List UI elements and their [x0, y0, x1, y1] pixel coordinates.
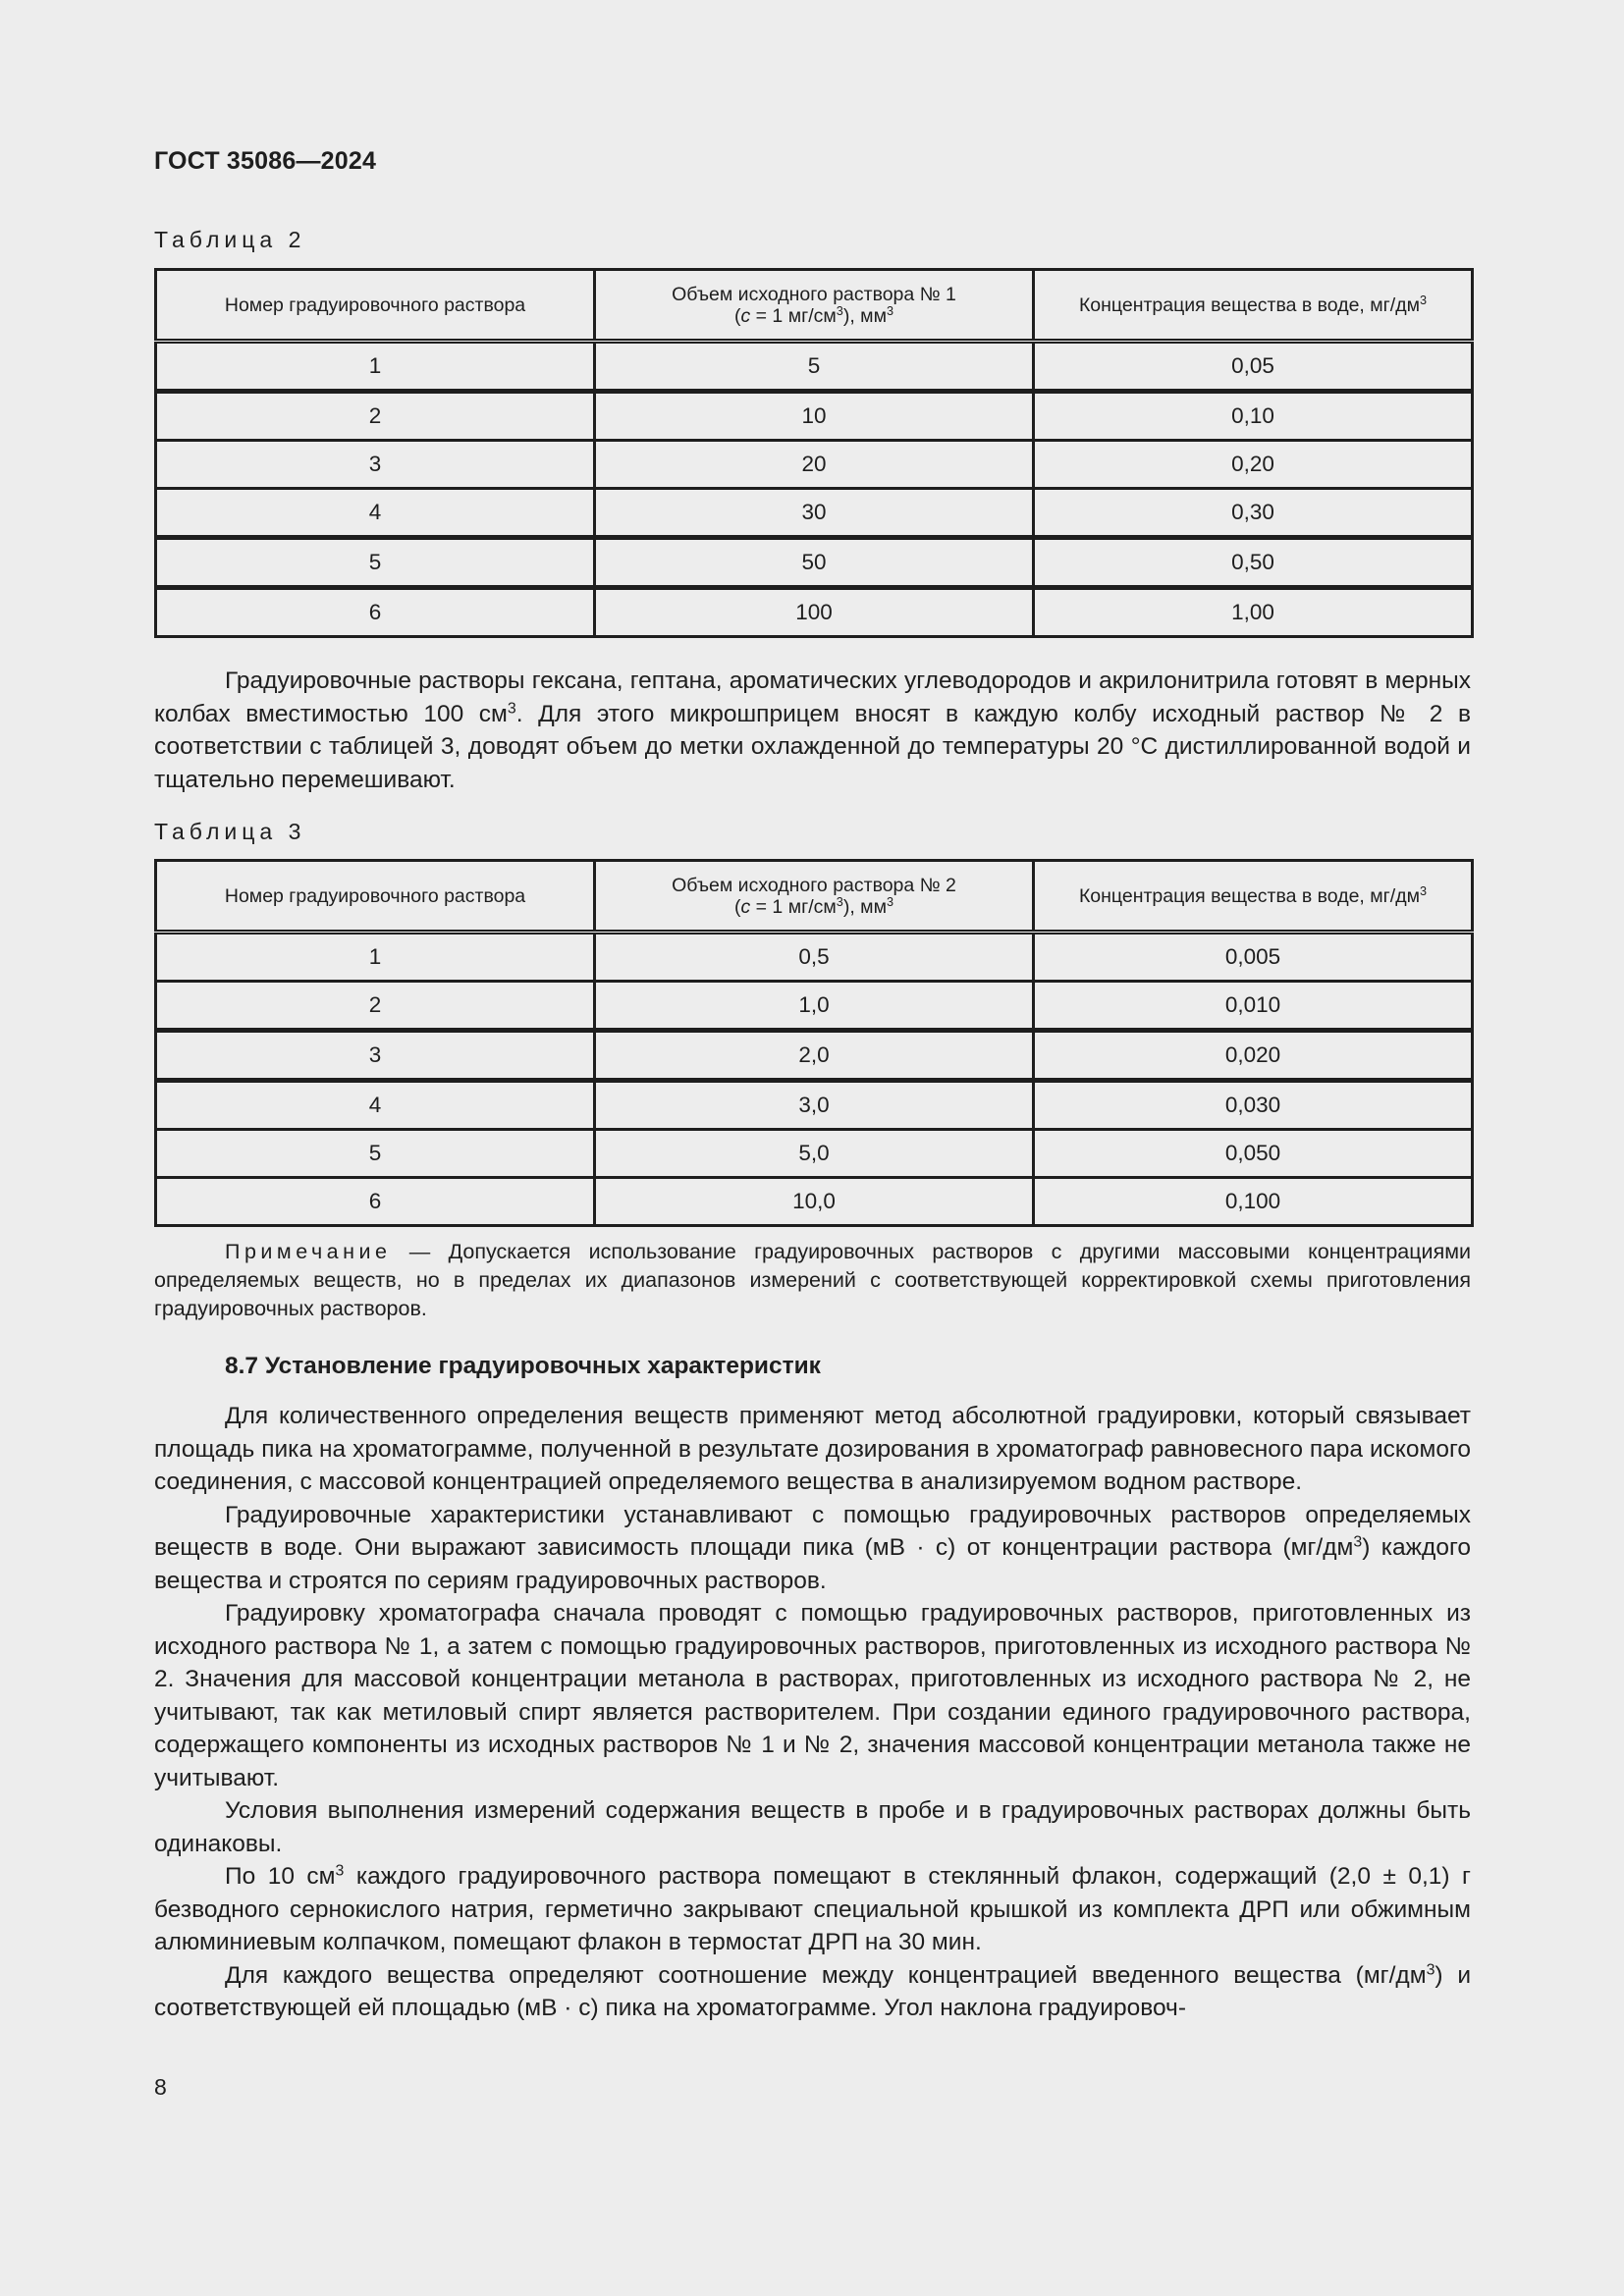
- cell-volume: 10: [595, 392, 1034, 441]
- cell-concentration: 0,030: [1034, 1081, 1473, 1130]
- cell-solution-number: 2: [156, 982, 595, 1031]
- cell-concentration: 0,100: [1034, 1178, 1473, 1226]
- cell-solution-number: 5: [156, 538, 595, 588]
- paragraph: Для каждого вещества определяют соотношение между концентрацией введенного вещества $(мг/дм^3)$ и соответствующей ей площадью (мВ · с) пика на хроматограмме. Угол наклона градуировоч-: [154, 1960, 1472, 2021]
- cell-volume: 5,0: [595, 1130, 1034, 1178]
- paragraph: Градуировочные характеристики устанавливают с помощью градуировочных растворов определяемых веществ в воде. Они выражают зависимость площади пика (мВ · с) от концентрации раствора $(мг/дм^3)$ каждого вещества и строятся по сериям градуировочных растворов.: [154, 1501, 1471, 1594]
- column-header-concentration: Концентрация вещества в воде, $мг/дм^3$: [1034, 861, 1473, 933]
- column-header-solution-number: Номер градуировочного раствора: [156, 270, 595, 342]
- table-row: [156, 489, 1473, 538]
- cell-concentration: 0,005: [1034, 933, 1473, 982]
- cell-solution-number: 4: [156, 1081, 595, 1130]
- note-text: — Допускается использование градуировочных растворов с другими массовыми концентрациями определяемых веществ, но в пределах их диапазонов измерений с соответствующей корректировкой схемы приготовления градуировочных растворов.: [154, 1240, 1471, 1320]
- note-label: Примечание: [225, 1240, 392, 1263]
- table-row: [156, 982, 1473, 1031]
- cell-volume: 50: [595, 538, 1034, 588]
- table-row: [156, 1031, 1473, 1081]
- column-header-solution-number: Номер градуировочного раствора: [156, 861, 595, 933]
- cell-solution-number: 1: [156, 342, 595, 392]
- paragraph: Условия выполнения измерений содержания веществ в пробе и в градуировочных растворах должны быть одинаковы.: [154, 1797, 1471, 1857]
- cell-concentration: 1,00: [1034, 588, 1473, 637]
- table-2-caption: Таблица 2: [154, 227, 306, 252]
- cell-volume: 3,0: [595, 1081, 1034, 1130]
- table-row: [156, 441, 1473, 489]
- table-row: [156, 342, 1473, 392]
- cell-volume: 10,0: [595, 1178, 1034, 1226]
- section-body: [154, 1400, 1471, 2025]
- cell-solution-number: 6: [156, 1178, 595, 1226]
- paragraph: Для количественного определения веществ применяют метод абсолютной градуировки, который связывает площадь пика на хроматограмме, полученной в результате дозирования в хроматограф равновесного пара искомого соединения, с массовой концентрацией определяемого вещества в анализируемом водном растворе.: [154, 1403, 1471, 1495]
- table-note: [154, 1238, 1471, 1323]
- table-2: [154, 268, 1474, 638]
- table-row: [156, 538, 1473, 588]
- cell-concentration: 0,10: [1034, 392, 1473, 441]
- header-line-1: Объем исходного раствора № 2: [672, 874, 956, 896]
- table-3-caption: Таблица 3: [154, 819, 306, 844]
- cell-concentration: 0,050: [1034, 1130, 1473, 1178]
- cell-solution-number: 1: [156, 933, 595, 982]
- table-row: [156, 1178, 1473, 1226]
- paragraph: По 10 $см^3$ каждого градуировочного раствора помещают в стеклянный флакон, содержащий (2,0 ± 0,1) г безводного сернокислого натрия, герметично закрывают специальной крышкой из комплекта ДРП или обжимным алюминиевым колпачком, помещают флакон в термостат ДРП на 30 мин.: [154, 1862, 1471, 1955]
- table-header-row: [156, 861, 1473, 933]
- table-header-row: [156, 270, 1473, 342]
- table-row: [156, 1081, 1473, 1130]
- cell-solution-number: 2: [156, 392, 595, 441]
- section-heading: 8.7 Установление градуировочных характеристик: [225, 1353, 821, 1379]
- cell-solution-number: 3: [156, 1031, 595, 1081]
- cell-solution-number: 4: [156, 489, 595, 538]
- column-header-concentration: Концентрация вещества в воде, $мг/дм^3$: [1034, 270, 1473, 342]
- cell-concentration: 0,30: [1034, 489, 1473, 538]
- cell-concentration: 0,05: [1034, 342, 1473, 392]
- cell-solution-number: 6: [156, 588, 595, 637]
- table-row: [156, 392, 1473, 441]
- cell-solution-number: 3: [156, 441, 595, 489]
- column-header-stock-volume: Объем исходного раствора № 1 (c = 1 $мг/см^3$), $мм^3$: [595, 270, 1034, 342]
- table-row: [156, 588, 1473, 637]
- cell-volume: 0,5: [595, 933, 1034, 982]
- cell-volume: 20: [595, 441, 1034, 489]
- header-line-1: Объем исходного раствора № 1: [672, 283, 956, 305]
- page-number: 8: [154, 2074, 167, 2100]
- table-3: [154, 859, 1474, 1227]
- cell-volume: 2,0: [595, 1031, 1034, 1081]
- document-id-header: ГОСТ 35086—2024: [154, 147, 377, 175]
- cell-concentration: 0,010: [1034, 982, 1473, 1031]
- cell-concentration: 0,50: [1034, 538, 1473, 588]
- paragraph: Градуировку хроматографа сначала проводят с помощью градуировочных растворов, приготовленных из исходного раствора № 1, а затем с помощью градуировочных растворов, приготовленных из исходного раствора № 2. Значения для массовой концентрации метанола в растворах, приготовленных из исходного раствора № 2, не учитывают, так как метиловый спирт является растворителем. При создании единого градуировочного раствора, содержащего компоненты из исходных растворов № 1 и № 2, значения массовой концентрации метанола также не учитывают.: [154, 1600, 1471, 1791]
- column-header-stock-volume: Объем исходного раствора № 2 (c = 1 $мг/см^3$), $мм^3$: [595, 861, 1034, 933]
- cell-volume: 30: [595, 489, 1034, 538]
- cell-concentration: 0,020: [1034, 1031, 1473, 1081]
- table-row: [156, 933, 1473, 982]
- cell-volume: 100: [595, 588, 1034, 637]
- cell-solution-number: 5: [156, 1130, 595, 1178]
- cell-volume: 1,0: [595, 982, 1034, 1031]
- cell-concentration: 0,20: [1034, 441, 1473, 489]
- preparation-paragraph: Градуировочные растворы гексана, гептана, ароматических углеводородов и акрилонитрила готовят в мерных колбах вместимостью 100 $см^3$. Для этого микрошприцем вносят в каждую колбу исходный раствор № 2 в соответствии с таблицей 3, доводят объем до метки охлажденной до температуры 20 °С дистиллированной водой и тщательно перемешивают.: [154, 667, 1471, 793]
- cell-volume: 5: [595, 342, 1034, 392]
- table-row: [156, 1130, 1473, 1178]
